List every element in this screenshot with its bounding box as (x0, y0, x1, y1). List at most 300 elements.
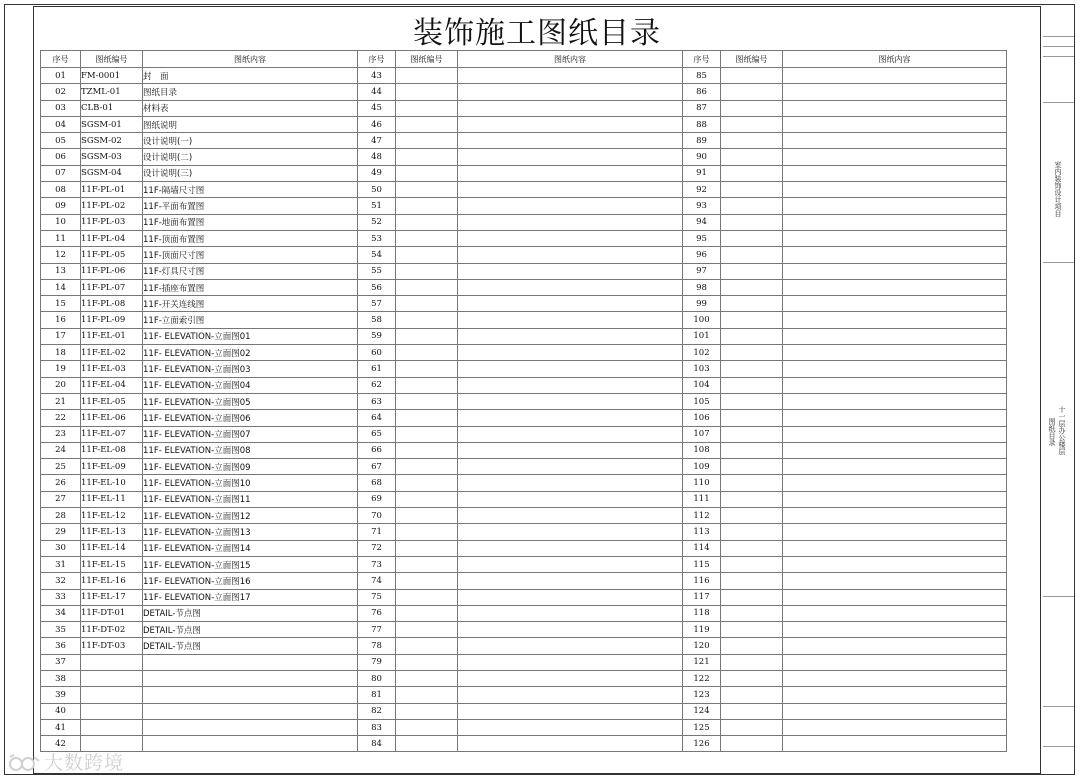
drawing-code (721, 214, 783, 230)
row-number: 86 (683, 84, 721, 100)
drawing-code (721, 410, 783, 426)
drawing-code (721, 589, 783, 605)
row-number: 90 (683, 149, 721, 165)
drawing-content (458, 508, 683, 524)
drawing-code (81, 719, 143, 735)
row-number: 45 (358, 100, 396, 116)
header-no: 序号 (683, 51, 721, 68)
drawing-code (396, 524, 458, 540)
drawing-content (458, 491, 683, 507)
drawing-code (396, 361, 458, 377)
drawing-code: 11F-EL-13 (81, 524, 143, 540)
drawing-content: 11F- ELEVATION-立面图16 (143, 573, 358, 589)
drawing-code (396, 68, 458, 84)
drawing-code (396, 670, 458, 686)
row-number: 78 (358, 638, 396, 654)
row-number: 110 (683, 475, 721, 491)
drawing-content: 11F-顶面布置图 (143, 230, 358, 246)
drawing-content: 11F- ELEVATION-立面图03 (143, 361, 358, 377)
row-number: 41 (41, 719, 81, 735)
drawing-content (143, 654, 358, 670)
row-number: 18 (41, 345, 81, 361)
drawing-code (396, 573, 458, 589)
drawing-code: 11F-EL-16 (81, 573, 143, 589)
drawing-code: 11F-EL-15 (81, 556, 143, 572)
drawing-code (396, 426, 458, 442)
drawing-content: DETAIL-节点图 (143, 622, 358, 638)
drawing-content (458, 573, 683, 589)
drawing-content: 11F- ELEVATION-立面图07 (143, 426, 358, 442)
table-row (41, 279, 1007, 295)
drawing-content (783, 491, 1007, 507)
row-number: 113 (683, 524, 721, 540)
drawing-code (396, 475, 458, 491)
drawing-content (143, 719, 358, 735)
drawing-content: 11F- ELEVATION-立面图09 (143, 459, 358, 475)
drawing-code: 11F-DT-02 (81, 622, 143, 638)
drawing-content (783, 670, 1007, 686)
drawing-code (721, 230, 783, 246)
table-row (41, 475, 1007, 491)
table-row (41, 296, 1007, 312)
drawing-content (783, 736, 1007, 752)
row-number: 101 (683, 328, 721, 344)
drawing-code: 11F-PL-07 (81, 279, 143, 295)
drawing-code (81, 670, 143, 686)
divider (1043, 706, 1074, 707)
row-number: 124 (683, 703, 721, 719)
drawing-content (458, 605, 683, 621)
title-block (1043, 6, 1074, 774)
drawing-code (721, 312, 783, 328)
drawing-content (783, 459, 1007, 475)
row-number: 119 (683, 622, 721, 638)
watermark-text: 大数跨境 (44, 752, 125, 774)
drawing-content (783, 214, 1007, 230)
drawing-code (396, 149, 458, 165)
drawing-content (458, 100, 683, 116)
row-number: 104 (683, 377, 721, 393)
drawing-code: 11F-PL-09 (81, 312, 143, 328)
drawing-content (458, 345, 683, 361)
drawing-subtitle: 图纸目录 (1048, 418, 1056, 446)
table-row (41, 556, 1007, 572)
drawing-code (396, 312, 458, 328)
drawing-content (783, 508, 1007, 524)
row-number: 88 (683, 116, 721, 132)
drawing-content (143, 687, 358, 703)
drawing-code: 11F-PL-01 (81, 182, 143, 198)
row-number: 79 (358, 654, 396, 670)
table-header-row (41, 51, 1007, 68)
drawing-code: SGSM-01 (81, 116, 143, 132)
table-row (41, 133, 1007, 149)
drawing-code (721, 556, 783, 572)
drawing-code (396, 165, 458, 181)
row-number: 53 (358, 230, 396, 246)
drawing-code: FM-0001 (81, 68, 143, 84)
drawing-content (458, 442, 683, 458)
row-number: 02 (41, 84, 81, 100)
row-number: 54 (358, 247, 396, 263)
row-number: 48 (358, 149, 396, 165)
drawing-content: 11F- ELEVATION-立面图05 (143, 393, 358, 409)
drawing-code: SGSM-04 (81, 165, 143, 181)
drawing-code (396, 540, 458, 556)
table-row (41, 687, 1007, 703)
watermark-logo-icon (8, 753, 42, 775)
row-number: 122 (683, 670, 721, 686)
drawing-content: 11F- ELEVATION-立面图14 (143, 540, 358, 556)
drawing-code: 11F-EL-03 (81, 361, 143, 377)
drawing-content (458, 214, 683, 230)
drawing-name: 十一层办公楼层 (1058, 406, 1066, 455)
row-number: 109 (683, 459, 721, 475)
drawing-content (458, 719, 683, 735)
drawing-code (396, 247, 458, 263)
header-name: 图纸内容 (143, 51, 358, 68)
row-number: 34 (41, 605, 81, 621)
table-row (41, 410, 1007, 426)
divider (1043, 36, 1074, 37)
table-row (41, 263, 1007, 279)
drawing-code (721, 459, 783, 475)
drawing-content: 11F- ELEVATION-立面图11 (143, 491, 358, 507)
drawing-code (721, 736, 783, 752)
drawing-code (721, 654, 783, 670)
drawing-code (396, 508, 458, 524)
drawing-content: 设计说明(一) (143, 133, 358, 149)
drawing-code (721, 296, 783, 312)
watermark (8, 748, 124, 775)
row-number: 12 (41, 247, 81, 263)
drawing-code (396, 116, 458, 132)
row-number: 94 (683, 214, 721, 230)
drawing-code (721, 508, 783, 524)
drawing-code: 11F-PL-06 (81, 263, 143, 279)
drawing-content (143, 703, 358, 719)
drawing-code (396, 328, 458, 344)
row-number: 77 (358, 622, 396, 638)
drawing-content (783, 263, 1007, 279)
row-number: 65 (358, 426, 396, 442)
drawing-code: 11F-EL-06 (81, 410, 143, 426)
header-code: 图纸编号 (721, 51, 783, 68)
divider (1043, 596, 1074, 597)
drawing-code (396, 410, 458, 426)
drawing-code: 11F-PL-02 (81, 198, 143, 214)
row-number: 35 (41, 622, 81, 638)
drawing-content (458, 589, 683, 605)
drawing-content: 11F- ELEVATION-立面图13 (143, 524, 358, 540)
row-number: 25 (41, 459, 81, 475)
drawing-content (458, 198, 683, 214)
drawing-code: SGSM-02 (81, 133, 143, 149)
drawing-content (783, 296, 1007, 312)
drawing-content: 11F- ELEVATION-立面图01 (143, 328, 358, 344)
row-number: 22 (41, 410, 81, 426)
drawing-content: 11F-开关连线图 (143, 296, 358, 312)
row-number: 13 (41, 263, 81, 279)
row-number: 24 (41, 442, 81, 458)
table-row (41, 491, 1007, 507)
row-number: 46 (358, 116, 396, 132)
row-number: 16 (41, 312, 81, 328)
drawing-content: 11F- ELEVATION-立面图12 (143, 508, 358, 524)
drawing-content (458, 524, 683, 540)
table-row (41, 589, 1007, 605)
drawing-code (396, 556, 458, 572)
drawing-code (721, 149, 783, 165)
drawing-content (458, 426, 683, 442)
table-row (41, 459, 1007, 475)
drawing-content (458, 475, 683, 491)
page-title: 装饰施工图纸目录 (413, 16, 661, 51)
drawing-content (458, 622, 683, 638)
row-number: 01 (41, 68, 81, 84)
table-row (41, 605, 1007, 621)
drawing-code (721, 68, 783, 84)
drawing-code: CLB-01 (81, 100, 143, 116)
drawing-content (783, 605, 1007, 621)
drawing-code (396, 198, 458, 214)
row-number: 123 (683, 687, 721, 703)
row-number: 85 (683, 68, 721, 84)
drawing-code (396, 622, 458, 638)
row-number: 15 (41, 296, 81, 312)
drawing-content (783, 719, 1007, 735)
drawing-code: 11F-EL-17 (81, 589, 143, 605)
drawing-code: 11F-EL-14 (81, 540, 143, 556)
table-row (41, 68, 1007, 84)
header-no: 序号 (358, 51, 396, 68)
row-number: 36 (41, 638, 81, 654)
drawing-code (721, 670, 783, 686)
table-row (41, 393, 1007, 409)
drawing-code (396, 605, 458, 621)
table-row (41, 345, 1007, 361)
drawing-code (721, 328, 783, 344)
drawing-code (396, 263, 458, 279)
drawing-content (458, 654, 683, 670)
row-number: 27 (41, 491, 81, 507)
drawing-code (396, 442, 458, 458)
row-number: 71 (358, 524, 396, 540)
drawing-content (458, 116, 683, 132)
table-row (41, 377, 1007, 393)
row-number: 28 (41, 508, 81, 524)
row-number: 95 (683, 230, 721, 246)
drawing-code (396, 182, 458, 198)
drawing-code (721, 719, 783, 735)
drawing-code: 11F-EL-10 (81, 475, 143, 491)
drawing-catalog-table (40, 50, 1007, 752)
drawing-content (458, 296, 683, 312)
drawing-code: 11F-DT-03 (81, 638, 143, 654)
drawing-content: 11F-地面布置图 (143, 214, 358, 230)
drawing-content (458, 68, 683, 84)
row-number: 59 (358, 328, 396, 344)
drawing-code (721, 198, 783, 214)
drawing-code (721, 84, 783, 100)
drawing-code (81, 703, 143, 719)
drawing-code (396, 654, 458, 670)
drawing-content (783, 230, 1007, 246)
drawing-code (721, 165, 783, 181)
row-number: 50 (358, 182, 396, 198)
drawing-code (721, 573, 783, 589)
table-row (41, 736, 1007, 752)
drawing-content: 11F-顶面尺寸图 (143, 247, 358, 263)
row-number: 83 (358, 719, 396, 735)
table-row (41, 182, 1007, 198)
row-number: 05 (41, 133, 81, 149)
table-row (41, 165, 1007, 181)
drawing-content: 11F- ELEVATION-立面图10 (143, 475, 358, 491)
row-number: 21 (41, 393, 81, 409)
drawing-content (783, 182, 1007, 198)
header-code: 图纸编号 (396, 51, 458, 68)
drawing-content (783, 68, 1007, 84)
drawing-code (721, 247, 783, 263)
drawing-code (396, 703, 458, 719)
drawing-code (396, 589, 458, 605)
drawing-code (396, 230, 458, 246)
drawing-code: 11F-EL-09 (81, 459, 143, 475)
row-number: 107 (683, 426, 721, 442)
divider (1043, 262, 1074, 263)
drawing-content (783, 345, 1007, 361)
row-number: 118 (683, 605, 721, 621)
drawing-content (783, 524, 1007, 540)
drawing-content (458, 703, 683, 719)
row-number: 73 (358, 556, 396, 572)
table-row (41, 116, 1007, 132)
row-number: 75 (358, 589, 396, 605)
row-number: 52 (358, 214, 396, 230)
row-number: 102 (683, 345, 721, 361)
drawing-code (721, 133, 783, 149)
drawing-content (458, 459, 683, 475)
row-number: 20 (41, 377, 81, 393)
table-row (41, 84, 1007, 100)
drawing-code: 11F-DT-01 (81, 605, 143, 621)
drawing-code (721, 703, 783, 719)
row-number: 04 (41, 116, 81, 132)
drawing-code (721, 622, 783, 638)
drawing-content (783, 654, 1007, 670)
table-row (41, 540, 1007, 556)
drawing-content (783, 703, 1007, 719)
row-number: 66 (358, 442, 396, 458)
row-number: 97 (683, 263, 721, 279)
divider (1043, 102, 1074, 103)
row-number: 23 (41, 426, 81, 442)
drawing-content (143, 736, 358, 752)
drawing-content: 11F- ELEVATION-立面图06 (143, 410, 358, 426)
row-number: 55 (358, 263, 396, 279)
drawing-content: 材料表 (143, 100, 358, 116)
drawing-content (458, 393, 683, 409)
drawing-code: 11F-PL-08 (81, 296, 143, 312)
row-number: 64 (358, 410, 396, 426)
drawing-content (458, 638, 683, 654)
row-number: 08 (41, 182, 81, 198)
table-body (41, 68, 1007, 752)
divider (1043, 746, 1074, 747)
table-row (41, 524, 1007, 540)
row-number: 99 (683, 296, 721, 312)
drawing-code (396, 214, 458, 230)
drawing-content (783, 84, 1007, 100)
drawing-content (458, 540, 683, 556)
table-row (41, 100, 1007, 116)
drawing-content (783, 279, 1007, 295)
drawing-content: 11F-平面布置图 (143, 198, 358, 214)
row-number: 69 (358, 491, 396, 507)
drawing-code (721, 475, 783, 491)
table-row (41, 214, 1007, 230)
drawing-code (396, 279, 458, 295)
row-number: 120 (683, 638, 721, 654)
drawing-content (783, 589, 1007, 605)
row-number: 121 (683, 654, 721, 670)
drawing-code (396, 393, 458, 409)
table-row (41, 312, 1007, 328)
row-number: 106 (683, 410, 721, 426)
drawing-code (396, 100, 458, 116)
drawing-content (783, 475, 1007, 491)
row-number: 126 (683, 736, 721, 752)
drawing-code (721, 361, 783, 377)
row-number: 19 (41, 361, 81, 377)
row-number: 58 (358, 312, 396, 328)
row-number: 111 (683, 491, 721, 507)
drawing-content (783, 426, 1007, 442)
drawing-content (458, 133, 683, 149)
row-number: 74 (358, 573, 396, 589)
row-number: 40 (41, 703, 81, 719)
row-number: 30 (41, 540, 81, 556)
row-number: 98 (683, 279, 721, 295)
table-row (41, 622, 1007, 638)
drawing-content (783, 377, 1007, 393)
table-row (41, 638, 1007, 654)
row-number: 09 (41, 198, 81, 214)
row-number: 117 (683, 589, 721, 605)
row-number: 108 (683, 442, 721, 458)
row-number: 63 (358, 393, 396, 409)
row-number: 31 (41, 556, 81, 572)
row-number: 72 (358, 540, 396, 556)
row-number: 56 (358, 279, 396, 295)
drawing-code (721, 393, 783, 409)
drawing-content (783, 247, 1007, 263)
row-number: 87 (683, 100, 721, 116)
row-number: 11 (41, 230, 81, 246)
drawing-content (458, 328, 683, 344)
drawing-code (721, 426, 783, 442)
drawing-code: 11F-EL-04 (81, 377, 143, 393)
drawing-code (721, 524, 783, 540)
drawing-content (783, 198, 1007, 214)
drawing-code (721, 377, 783, 393)
drawing-code (396, 133, 458, 149)
drawing-content (458, 670, 683, 686)
table-row (41, 328, 1007, 344)
divider (1043, 56, 1074, 57)
drawing-code (721, 687, 783, 703)
